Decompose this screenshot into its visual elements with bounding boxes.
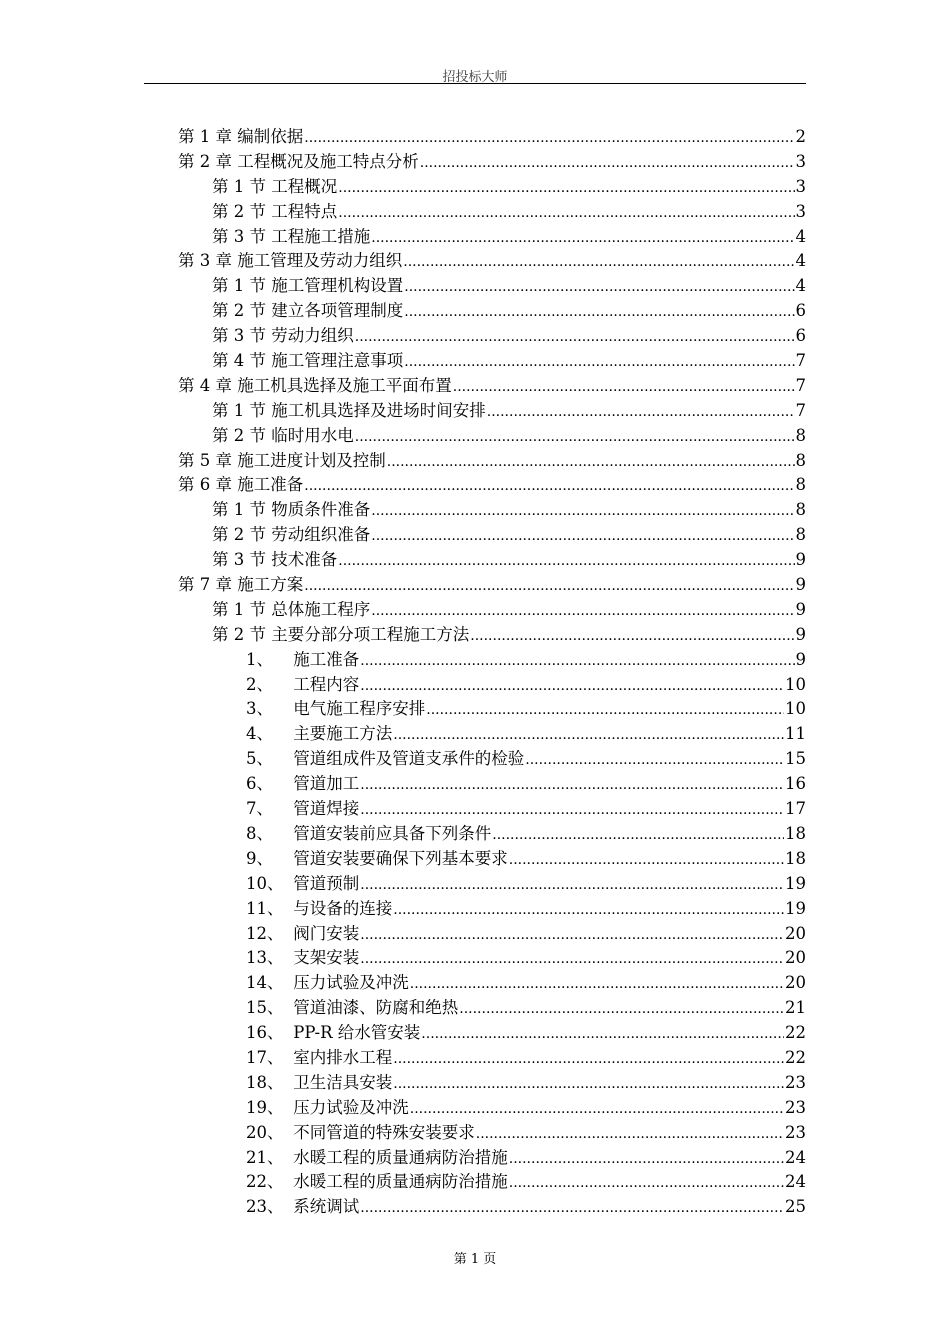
toc-leader-dots	[509, 1147, 784, 1172]
toc-entry[interactable]	[178, 897, 806, 922]
toc-entry-text	[246, 847, 508, 872]
toc-entry-page: 3	[795, 176, 806, 196]
toc-entry[interactable]	[178, 523, 806, 548]
toc-leader-dots	[360, 649, 794, 674]
toc-leader-dots	[387, 450, 795, 475]
toc-entry-text	[246, 1121, 475, 1146]
toc-entry-number: 20、	[246, 1122, 284, 1142]
toc-leader-dots	[371, 226, 794, 251]
toc-leader-dots	[393, 1072, 784, 1097]
toc-entry[interactable]	[178, 1096, 806, 1121]
toc-entry-page: 11	[785, 724, 806, 744]
toc-leader-dots	[453, 375, 795, 400]
toc-entry-title: 物质条件准备	[271, 500, 371, 520]
toc-entry[interactable]	[178, 225, 806, 250]
toc-entry[interactable]	[178, 1146, 806, 1171]
toc-leader-dots	[426, 698, 784, 723]
table-of-contents	[178, 125, 806, 1220]
toc-entry-page: 8	[795, 450, 806, 470]
toc-entry-page: 19	[785, 873, 806, 893]
toc-entry-number: 9、	[246, 848, 273, 868]
page-header-title: 招投标大师	[442, 70, 508, 85]
toc-entry[interactable]	[178, 473, 806, 498]
toc-entry-number: 3、	[246, 699, 273, 719]
toc-entry[interactable]	[178, 623, 806, 648]
toc-entry-page: 20	[785, 948, 806, 968]
toc-entry-text	[246, 1146, 508, 1171]
toc-entry-page: 4	[795, 251, 806, 271]
toc-entry-title: 总体施工程序	[271, 599, 371, 619]
toc-entry-title: 施工管理机构设置	[271, 276, 404, 296]
toc-entry-text	[246, 822, 491, 847]
toc-entry[interactable]	[178, 1046, 806, 1071]
toc-entry[interactable]	[178, 922, 806, 947]
toc-entry-number: 6、	[246, 774, 273, 794]
toc-entry-title: 管道安装前应具备下列条件	[293, 823, 492, 843]
toc-entry-number: 8、	[246, 823, 273, 843]
toc-leader-dots	[525, 748, 784, 773]
toc-entry-title: 卫生洁具安装	[293, 1072, 393, 1092]
toc-entry-page: 7	[795, 400, 806, 420]
toc-leader-dots	[509, 1171, 784, 1196]
toc-entry[interactable]	[178, 399, 806, 424]
toc-entry-text	[178, 150, 419, 175]
toc-entry-number: 10、	[246, 873, 284, 893]
toc-entry-number: 第 1 节	[212, 176, 266, 196]
toc-entry-title: 工程特点	[271, 201, 338, 221]
toc-entry-title: 施工准备	[293, 649, 360, 669]
toc-entry[interactable]	[178, 274, 806, 299]
toc-entry-number: 7、	[246, 799, 273, 819]
toc-entry-number: 第 4 章	[178, 375, 232, 395]
toc-entry[interactable]	[178, 648, 806, 673]
toc-entry-title: 管道安装要确保下列基本要求	[293, 848, 508, 868]
toc-entry[interactable]	[178, 697, 806, 722]
toc-entry-text	[246, 1021, 420, 1046]
toc-entry[interactable]	[178, 847, 806, 872]
toc-entry-page: 8	[795, 525, 806, 545]
toc-entry[interactable]	[178, 498, 806, 523]
toc-entry[interactable]	[178, 747, 806, 772]
toc-entry[interactable]	[178, 872, 806, 897]
toc-entry-title: 编制依据	[237, 127, 304, 146]
toc-entry-text	[212, 424, 354, 449]
toc-entry-title: 电气施工程序安排	[293, 699, 426, 719]
toc-entry-title: 支架安装	[293, 948, 360, 968]
toc-entry-page: 25	[785, 1197, 806, 1217]
toc-entry-number: 1、	[246, 649, 273, 669]
toc-entry[interactable]	[178, 946, 806, 971]
toc-leader-dots	[304, 126, 794, 151]
toc-entry-number: 第 2 节	[212, 301, 266, 321]
toc-leader-dots	[355, 425, 795, 450]
toc-entry[interactable]	[178, 996, 806, 1021]
toc-entry-number: 4、	[246, 724, 273, 744]
toc-leader-dots	[509, 848, 784, 873]
toc-entry-page: 23	[785, 1097, 806, 1117]
toc-entry-title: 管道油漆、防腐和绝热	[293, 998, 459, 1018]
toc-entry-number: 16、	[246, 1023, 284, 1043]
toc-entry-number: 第 2 节	[212, 201, 266, 221]
toc-entry[interactable]	[178, 374, 806, 399]
toc-entry-title: 室内排水工程	[293, 1047, 393, 1067]
toc-entry-title: 管道焊接	[293, 799, 360, 819]
toc-leader-dots	[304, 474, 794, 499]
toc-entry-number: 第 3 节	[212, 550, 266, 570]
toc-leader-dots	[404, 300, 794, 325]
toc-entry-number: 第 1 节	[212, 276, 266, 296]
toc-entry-number: 19、	[246, 1097, 284, 1117]
toc-entry[interactable]	[178, 1021, 806, 1046]
toc-leader-dots	[304, 574, 794, 599]
toc-entry-title: 阀门安装	[293, 923, 360, 943]
toc-leader-dots	[492, 823, 784, 848]
toc-entry-title: 系统调试	[293, 1197, 360, 1217]
toc-entry-title: 技术准备	[271, 550, 338, 570]
toc-entry-text	[246, 946, 359, 971]
toc-entry-page: 7	[795, 351, 806, 371]
toc-entry-title: 施工机具选择及施工平面布置	[237, 375, 452, 395]
toc-entry[interactable]	[178, 673, 806, 698]
toc-entry[interactable]	[178, 548, 806, 573]
toc-entry[interactable]	[178, 1195, 806, 1220]
toc-entry-page: 9	[795, 649, 806, 669]
toc-entry-title: 劳动力组织	[271, 326, 354, 346]
toc-entry-text	[212, 299, 403, 324]
toc-entry-page: 17	[785, 799, 806, 819]
toc-entry-page: 4	[795, 276, 806, 296]
toc-entry-page: 23	[785, 1072, 806, 1092]
toc-entry-page: 10	[785, 699, 806, 719]
toc-entry-number: 第 1 节	[212, 500, 266, 520]
toc-entry-title: 压力试验及冲洗	[293, 973, 409, 993]
toc-leader-dots	[355, 325, 795, 350]
toc-entry[interactable]	[178, 424, 806, 449]
toc-entry-text	[246, 996, 458, 1021]
toc-entry-page: 10	[785, 674, 806, 694]
toc-leader-dots	[360, 873, 784, 898]
toc-leader-dots	[360, 773, 784, 798]
toc-entry-number: 第 3 节	[212, 326, 266, 346]
toc-entry-text	[212, 598, 370, 623]
toc-entry[interactable]	[178, 299, 806, 324]
toc-leader-dots	[421, 1022, 784, 1047]
toc-entry-title: 施工管理注意事项	[271, 351, 404, 371]
toc-entry-number: 第 2 节	[212, 624, 266, 644]
toc-leader-dots	[338, 549, 794, 574]
toc-entry-number: 23、	[246, 1197, 284, 1217]
toc-entry-title: 主要分部分项工程施工方法	[271, 624, 470, 644]
toc-entry-title: 管道组成件及管道支承件的检验	[293, 749, 525, 769]
toc-entry-title: 工程内容	[293, 674, 360, 694]
toc-entry-title: 建立各项管理制度	[271, 301, 404, 321]
toc-entry-title: 施工管理及劳动力组织	[237, 251, 403, 271]
toc-entry-text	[212, 200, 337, 225]
toc-entry-number: 5、	[246, 749, 273, 769]
toc-entry-number: 13、	[246, 948, 284, 968]
toc-leader-dots	[470, 624, 794, 649]
toc-entry-page: 22	[785, 1023, 806, 1043]
toc-entry-page: 19	[785, 898, 806, 918]
toc-leader-dots	[371, 524, 794, 549]
toc-entry-number: 第 5 章	[178, 450, 232, 470]
toc-entry-title: 与设备的连接	[293, 898, 393, 918]
toc-entry-page: 4	[795, 226, 806, 246]
toc-entry-number: 15、	[246, 998, 284, 1018]
toc-entry-number: 17、	[246, 1047, 284, 1067]
toc-entry-text	[212, 349, 403, 374]
toc-entry-text	[212, 225, 370, 250]
toc-entry-text	[212, 498, 370, 523]
toc-entry-number: 14、	[246, 973, 284, 993]
toc-leader-dots	[404, 275, 794, 300]
toc-leader-dots	[371, 599, 794, 624]
toc-entry-text	[246, 922, 359, 947]
toc-entry-number: 第 4 节	[212, 351, 266, 371]
toc-leader-dots	[360, 674, 784, 699]
toc-entry[interactable]	[178, 1121, 806, 1146]
toc-entry-text	[246, 1195, 359, 1220]
toc-leader-dots	[459, 997, 784, 1022]
toc-entry[interactable]	[178, 598, 806, 623]
toc-entry-page: 24	[785, 1172, 806, 1192]
toc-entry-text	[212, 399, 486, 424]
toc-entry-page: 15	[785, 749, 806, 769]
toc-entry[interactable]	[178, 822, 806, 847]
toc-leader-dots	[420, 151, 795, 176]
toc-entry-number: 18、	[246, 1072, 284, 1092]
toc-entry-title: 施工准备	[237, 475, 304, 495]
toc-entry[interactable]	[178, 449, 806, 474]
toc-entry-title: 主要施工方法	[293, 724, 393, 744]
toc-entry-page: 6	[795, 301, 806, 321]
toc-entry-number: 第 2 章	[178, 151, 232, 171]
toc-entry-title: 工程概况	[271, 176, 338, 196]
toc-entry-page: 18	[785, 848, 806, 868]
toc-entry-page: 9	[795, 550, 806, 570]
toc-entry-page: 9	[795, 599, 806, 619]
toc-entry-title: PP-R 给水管安装	[293, 1023, 421, 1043]
toc-entry-title: 施工方案	[237, 575, 304, 595]
toc-entry[interactable]	[178, 722, 806, 747]
toc-entry-text	[212, 175, 337, 200]
toc-leader-dots	[404, 350, 794, 375]
toc-entry-text	[178, 449, 386, 474]
toc-entry-text	[246, 797, 359, 822]
toc-entry-text	[246, 897, 392, 922]
toc-entry-title: 水暖工程的质量通病防治措施	[293, 1172, 508, 1192]
toc-entry[interactable]	[178, 175, 806, 200]
toc-leader-dots	[371, 499, 794, 524]
toc-leader-dots	[403, 250, 794, 275]
toc-entry-text	[246, 697, 425, 722]
toc-entry-page: 24	[785, 1147, 806, 1167]
toc-entry-number: 第 6 章	[178, 475, 232, 495]
toc-entry-number: 第 2 节	[212, 425, 266, 445]
toc-entry[interactable]	[178, 1170, 806, 1195]
toc-entry-page: 7	[795, 375, 806, 395]
toc-entry-title: 施工机具选择及进场时间安排	[271, 400, 486, 420]
toc-entry-number: 22、	[246, 1172, 284, 1192]
toc-entry-page: 3	[795, 151, 806, 171]
toc-entry[interactable]	[178, 200, 806, 225]
toc-entry-number: 第 7 章	[178, 575, 232, 595]
toc-entry-text	[178, 374, 452, 399]
toc-entry-title: 管道加工	[293, 774, 360, 794]
toc-entry-page: 9	[795, 575, 806, 595]
toc-entry-number: 21、	[246, 1147, 284, 1167]
toc-entry-text	[212, 523, 370, 548]
toc-leader-dots	[360, 798, 784, 823]
toc-entry-number: 2、	[246, 674, 273, 694]
toc-entry-page: 23	[785, 1122, 806, 1142]
toc-entry-text	[246, 1096, 409, 1121]
toc-leader-dots	[360, 1196, 784, 1221]
toc-entry-text	[178, 249, 402, 274]
toc-entry[interactable]	[178, 324, 806, 349]
toc-entry-text	[246, 1170, 508, 1195]
toc-entry-title: 施工进度计划及控制	[237, 450, 386, 470]
toc-leader-dots	[410, 972, 784, 997]
toc-entry-number: 12、	[246, 923, 284, 943]
toc-entry-title: 临时用水电	[271, 425, 354, 445]
toc-entry-title: 劳动组织准备	[271, 525, 371, 545]
toc-entry-text	[246, 747, 524, 772]
toc-entry-title: 水暖工程的质量通病防治措施	[293, 1147, 508, 1167]
toc-entry-text	[178, 573, 303, 598]
toc-entry[interactable]	[178, 249, 806, 274]
toc-entry[interactable]	[178, 150, 806, 175]
toc-leader-dots	[338, 176, 794, 201]
page-footer-number: 第 1 页	[453, 1252, 497, 1267]
toc-entry-number: 第 3 章	[178, 251, 232, 271]
toc-entry-title: 压力试验及冲洗	[293, 1097, 409, 1117]
toc-entry-page: 18	[785, 823, 806, 843]
toc-entry-text	[246, 872, 359, 897]
toc-entry-text	[212, 324, 354, 349]
header-divider	[144, 83, 806, 84]
toc-entry-text	[246, 722, 392, 747]
toc-leader-dots	[476, 1122, 784, 1147]
toc-entry[interactable]	[178, 573, 806, 598]
toc-leader-dots	[393, 898, 784, 923]
toc-entry-page: 21	[785, 998, 806, 1018]
toc-entry-page: 20	[785, 973, 806, 993]
toc-entry-page: 3	[795, 201, 806, 221]
toc-entry-text	[212, 548, 337, 573]
toc-entry[interactable]	[178, 797, 806, 822]
toc-entry[interactable]	[178, 971, 806, 996]
toc-entry-number: 第 1 节	[212, 400, 266, 420]
toc-entry-text	[246, 673, 359, 698]
toc-leader-dots	[410, 1097, 784, 1122]
toc-entry[interactable]	[178, 772, 806, 797]
toc-entry-title: 工程施工措施	[271, 226, 371, 246]
toc-entry-text	[246, 1046, 392, 1071]
toc-leader-dots	[360, 923, 784, 948]
toc-entry-text	[246, 1071, 392, 1096]
toc-entry[interactable]	[178, 1071, 806, 1096]
toc-entry-page: 8	[795, 475, 806, 495]
toc-entry-page: 8	[795, 425, 806, 445]
toc-entry[interactable]	[178, 125, 806, 150]
toc-entry-number: 第 3 节	[212, 226, 266, 246]
toc-entry-number: 11、	[246, 898, 284, 918]
toc-entry-title: 工程概况及施工特点分析	[237, 151, 419, 171]
toc-leader-dots	[393, 723, 784, 748]
toc-entry-text	[246, 648, 359, 673]
toc-entry-text	[178, 473, 303, 498]
toc-entry-page: 16	[785, 774, 806, 794]
toc-leader-dots	[360, 947, 784, 972]
toc-entry-text	[212, 623, 469, 648]
toc-entry-page: 2	[795, 127, 806, 146]
toc-entry-text	[178, 125, 303, 150]
toc-entry-text	[246, 971, 409, 996]
toc-leader-dots	[338, 201, 794, 226]
toc-leader-dots	[487, 400, 795, 425]
toc-entry[interactable]	[178, 349, 806, 374]
toc-entry-page: 22	[785, 1047, 806, 1067]
toc-entry-text	[246, 772, 359, 797]
toc-entry-page: 9	[795, 624, 806, 644]
toc-entry-number: 第 1 章	[178, 127, 232, 146]
toc-entry-title: 不同管道的特殊安装要求	[293, 1122, 475, 1142]
toc-entry-text	[212, 274, 403, 299]
toc-entry-number: 第 1 节	[212, 599, 266, 619]
toc-entry-page: 8	[795, 500, 806, 520]
toc-entry-title: 管道预制	[293, 873, 360, 893]
toc-leader-dots	[393, 1047, 784, 1072]
toc-entry-page: 20	[785, 923, 806, 943]
toc-entry-page: 6	[795, 326, 806, 346]
toc-entry-number: 第 2 节	[212, 525, 266, 545]
